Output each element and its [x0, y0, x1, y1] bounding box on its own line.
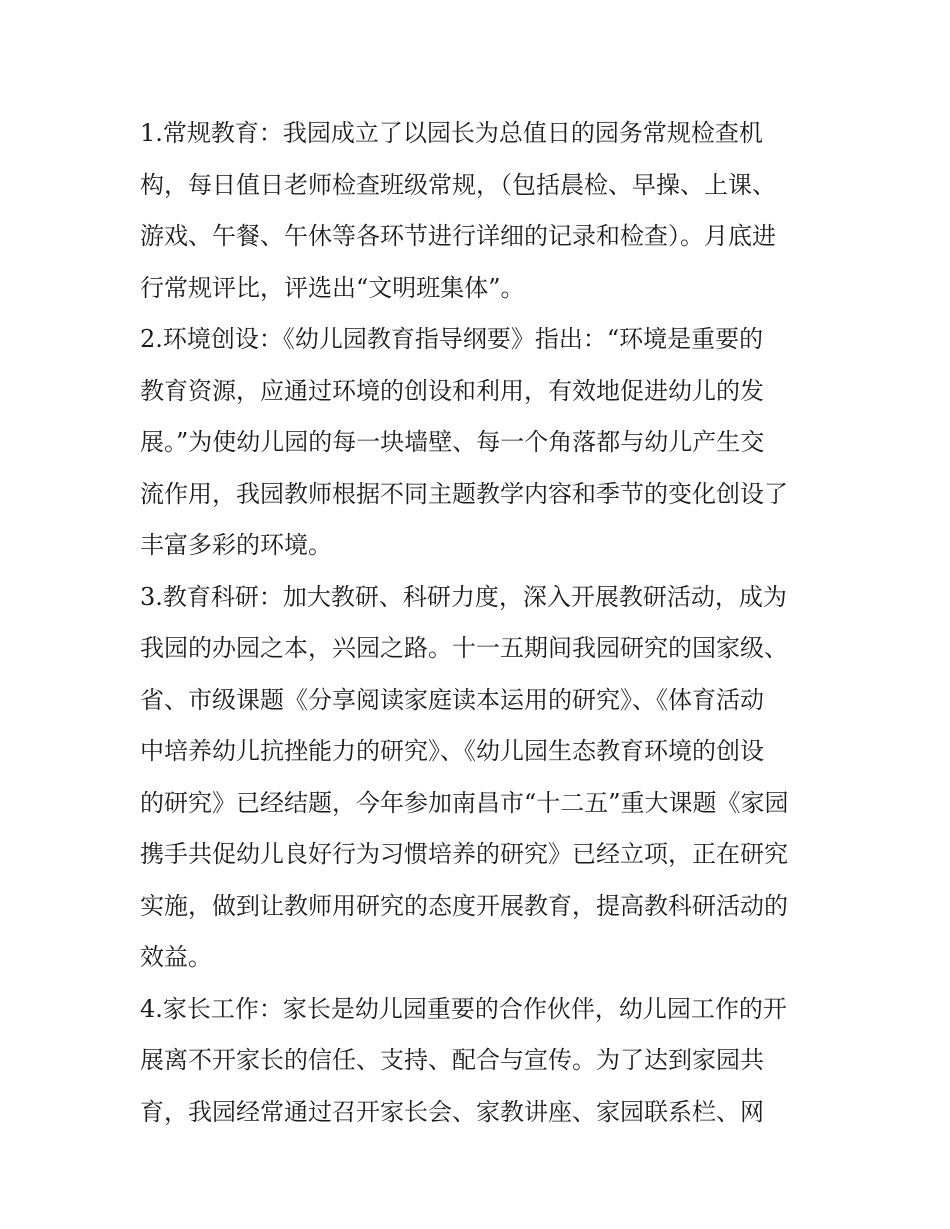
text-line: 丰富多彩的环境。	[140, 531, 332, 559]
text-line: 1.常规教育：我园成立了以园长为总值日的园务常规检查机	[140, 119, 763, 147]
text-line: 的研究》已经结题，今年参加南昌市“十二五”重大课题《家园	[140, 788, 789, 817]
document-body	[140, 108, 820, 1138]
text-line: 构，每日值日老师检查班级常规，（包括晨检、早操、上课、	[140, 170, 776, 199]
text-line: 中培养幼儿抗挫能力的研究》、《幼儿园生态教育环境的创设	[140, 737, 764, 765]
text-line: 行常规评比，评选出“文明班集体”。	[140, 273, 525, 302]
text-line: 展。”为使幼儿园的每一块墙壁、每一个角落都与幼儿产生交	[140, 428, 765, 456]
text-line: 省、市级课题《分享阅读家庭读本运用的研究》、《体育活动	[140, 685, 764, 714]
text-line: 3.教育科研：加大教研、科研力度，深入开展教研活动，成为	[140, 582, 787, 611]
text-line: 游戏、午餐、午休等各环节进行详细的记录和检查）。月底进	[140, 222, 776, 250]
text-line: 展离不开家长的信任、支持、配合与宣传。为了达到家园共	[140, 1046, 764, 1074]
text-line: 4.家长工作：家长是幼儿园重要的合作伙伴，幼儿园工作的开	[140, 994, 787, 1023]
text-line: 流作用，我园教师根据不同主题教学内容和季节的变化创设了	[140, 479, 788, 508]
text-line: 我园的办园之本，兴园之路。十一五期间我园研究的国家级、	[140, 634, 788, 662]
text-line: 效益。	[140, 943, 212, 971]
text-line: 教育资源，应通过环境的创设和利用，有效地促进幼儿的发	[140, 376, 764, 405]
text-line: 育，我园经常通过召开家长会、家教讲座、家园联系栏、网	[140, 1097, 764, 1126]
text-line: 携手共促幼儿良好行为习惯培养的研究》已经立项，正在研究	[140, 840, 788, 868]
text-line: 2.环境创设：《幼儿园教育指导纲要》指出：“环境是重要的	[140, 325, 764, 353]
text-line: 实施，做到让教师用研究的态度开展教育，提高教科研活动的	[140, 891, 788, 920]
